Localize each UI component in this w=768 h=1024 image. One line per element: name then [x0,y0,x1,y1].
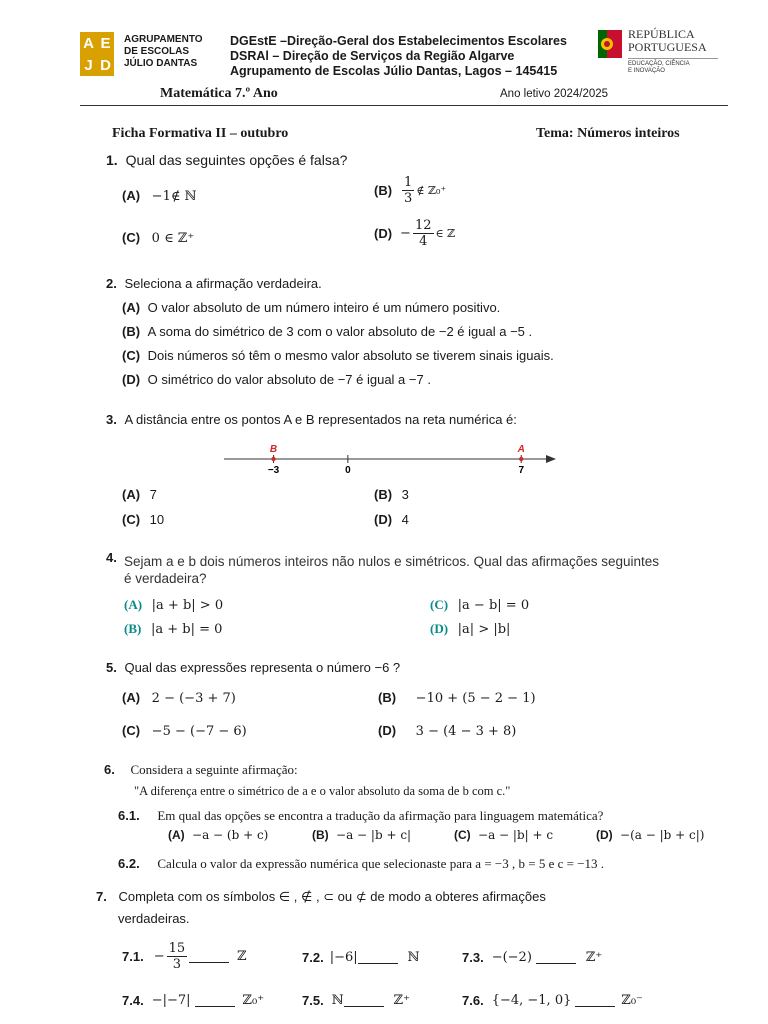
school-year: Ano letivo 2024/2025 [500,88,609,100]
q6-option-b[interactable]: (B) −a − |b + c| [312,828,412,842]
q5-number: 5. [106,660,117,675]
q1-number: 1. [106,152,118,168]
q1-option-c[interactable]: (C) 0 ∈ ℤ⁺ [122,230,195,246]
q6-option-c[interactable]: (C) −a − |b| + c [454,828,554,842]
org-block [230,34,567,79]
question-7 [96,886,546,930]
q1-option-a[interactable]: (A) −1∉ ℕ [122,188,197,204]
q5-option-a[interactable]: (A) 2 − (−3 + 7) [122,690,236,706]
q6-1 [118,808,603,824]
q7-1-fraction: $\frac{15}{3}$ [168,941,186,972]
q6-1-number: 6.1. [118,808,140,823]
q7-2-blank[interactable] [358,951,398,964]
question-2 [106,276,322,291]
school-logo [80,30,220,78]
q4-text: Sejam a e b dois números inteiros não nulos e simétricos. Qual das afirmações seguintes é verdadeira? [124,554,660,586]
q7-number: 7. [96,889,107,904]
rep-line-4: E INOVAÇÃO [628,68,665,74]
republica-logo [598,28,728,80]
q7-item-2[interactable]: 7.2. |−6| ℕ [302,950,420,965]
logo-line-3: JÚLIO DANTAS [124,58,198,69]
q6-1-text: Em qual das opções se encontra a tradução da afirmação para linguagem matemática? [157,808,604,823]
point-A [519,457,523,461]
q1-d-fraction: $\frac{12}{4}$ [414,218,432,249]
subject-title: Matemática 7.º Ano [160,86,278,101]
q7-text-line1: Completa com os símbolos ∈ , ∉ , ⊂ ou ⊄ de modo a obteres afirmações [118,889,546,904]
q7-6-blank[interactable] [575,994,615,1007]
republica-emblem-icon [598,30,622,58]
q4-number: 4. [106,550,117,565]
q4-option-d[interactable]: (D) |a| > |b| [430,621,511,637]
q3-text: A distância entre os pontos A e B representados na reta numérica é: [124,412,517,427]
q7-text-line2: verdadeiras. [118,911,190,926]
question-5 [106,660,400,675]
q7-4-blank[interactable] [195,994,235,1007]
q5-option-c[interactable]: (C) −5 − (−7 − 6) [122,723,247,739]
q5-option-d[interactable]: (D) 3 − (4 − 3 + 8) [378,723,517,739]
q6-text: Considera a seguinte afirmação: [130,762,298,777]
q2-option-a[interactable]: (A) O valor absoluto de um número inteiro é um número positivo. [122,300,501,315]
number-line [216,440,576,480]
number-line-arrow-icon [546,455,556,463]
q7-item-6[interactable]: 7.6. {−4, −1, 0} ℤ₀⁻ [462,993,643,1008]
q1-option-d[interactable]: (D) − $\frac{12}{4}$ ∈ ℤ [374,218,456,249]
q7-item-1[interactable]: 7.1. − $\frac{15}{3}$ ℤ [122,941,247,972]
q3-option-c[interactable]: (C) 10 [122,512,165,527]
point-B [271,457,275,461]
q7-5-blank[interactable] [344,994,384,1007]
rep-line-1: REPÚBLICA [628,27,695,41]
q6-option-a[interactable]: (A) −a − (b + c) [168,828,269,842]
org-line-1: DGEstE –Direção-Geral dos Estabelecimentos Escolares [230,34,567,48]
q3-option-b[interactable]: (B) 3 [374,487,409,502]
q7-item-4[interactable]: 7.4. −|−7| ℤ₀⁺ [122,993,265,1008]
logo-line-1: AGRUPAMENTO [124,34,203,45]
q3-option-a[interactable]: (A) 7 [122,487,157,502]
header-divider [80,105,728,106]
q7-3-blank[interactable] [536,951,576,964]
q1-text: Qual das seguintes opções é falsa? [125,152,348,168]
q4-option-c[interactable]: (C) |a − b| = 0 [430,597,530,613]
q6-number: 6. [104,762,115,777]
org-line-3: Agrupamento de Escolas Júlio Dantas, Lagos – 145415 [230,64,558,78]
q4-option-a[interactable]: (A) |a + b| > 0 [124,597,224,613]
q2-text: Seleciona a afirmação verdadeira. [124,276,322,291]
tick-label-0: 0 [345,465,351,476]
sheet-title: Ficha Formativa II – outubro [112,126,289,141]
org-line-2: DSRAl – Direção de Serviços da Região Algarve [230,49,515,63]
logo-line-2: DE ESCOLAS [124,46,190,57]
label-A: A [517,444,525,455]
q7-1-blank[interactable] [189,950,229,963]
q6-2 [118,856,604,872]
q1-b-fraction: $\frac{1}{3}$ [404,175,413,206]
q1-option-b[interactable]: (B) $\frac{1}{3}$ ∉ ℤ₀⁺ [374,175,447,206]
label-B: B [269,444,278,455]
q6-2-number: 6.2. [118,856,140,871]
q2-number: 2. [106,276,117,291]
q6-quote: "A diferença entre o simétrico de a e o valor absoluto da soma de b com c." [134,784,511,798]
q4-option-b[interactable]: (B) |a + b| = 0 [124,621,223,637]
question-1 [106,152,347,168]
q6-2-text: Calcula o valor da expressão numérica que selecionaste para a = −3 , b = 5 e c = −13 . [157,856,605,871]
q2-option-d[interactable]: (D) O simétrico do valor absoluto de −7 é igual a −7 . [122,372,431,387]
question-3 [106,412,517,427]
q2-option-b[interactable]: (B) A soma do simétrico de 3 com o valor absoluto de −2 é igual a −5 . [122,324,533,339]
q5-text: Qual das expressões representa o número −6 ? [124,660,401,675]
q2-option-c[interactable]: (C) Dois números só têm o mesmo valor absoluto se tiverem sinais iguais. [122,348,554,363]
tick-label-7: 7 [518,465,525,476]
q6-option-d[interactable]: (D) −(a − |b + c|) [596,828,705,842]
tick-label-minus3: −3 [267,465,280,476]
rep-line-2: PORTUGUESA [628,40,707,54]
topic-title: Tema: Números inteiros [536,126,680,141]
q7-item-5[interactable]: 7.5. ℕ ℤ⁺ [302,993,410,1008]
aejd-logo-icon: A E J D [80,32,114,76]
q5-option-b[interactable]: (B) −10 + (5 − 2 − 1) [378,690,536,706]
q3-number: 3. [106,412,117,427]
q7-item-3[interactable]: 7.3. −(−2) ℤ⁺ [462,950,603,965]
rep-line-3: EDUCAÇÃO, CIÊNCIA [628,61,690,67]
q3-option-d[interactable]: (D) 4 [374,512,409,527]
question-6 [104,762,298,778]
